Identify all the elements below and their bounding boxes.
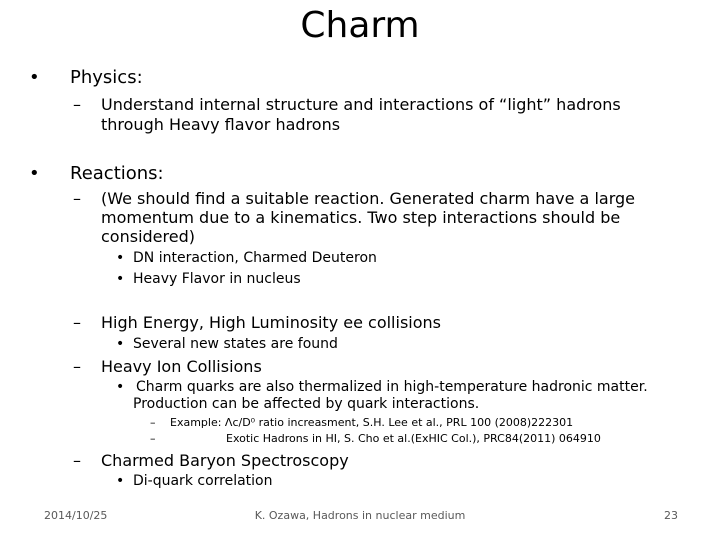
physics-dash: – <box>73 95 81 114</box>
heavy-ion-dash: – <box>73 357 81 376</box>
bullet-physics: • <box>29 67 40 88</box>
high-energy-item-text: Several new states are found <box>133 336 338 352</box>
baryon-item-text: Di-quark correlation <box>133 473 273 489</box>
reactions-note-line3: considered) <box>101 227 195 246</box>
reactions-note-line2: momentum due to a kinematics. Two step interactions should be <box>101 208 621 227</box>
reactions-label: Reactions: <box>70 163 164 184</box>
note-item-bullet: • <box>116 271 125 287</box>
baryon-text: Charmed Baryon Spectroscopy <box>101 451 349 470</box>
physics-sub-line2: through Heavy flavor hadrons <box>101 115 341 134</box>
example-dash: – <box>150 416 156 429</box>
heavy-ion-text: Heavy Ion Collisions <box>101 357 262 376</box>
physics-sub-line1: Understand internal structure and interactions of “light” hadrons <box>101 95 621 114</box>
slide-title: Charm <box>300 5 420 46</box>
note-item-text: Heavy Flavor in nucleus <box>133 271 301 287</box>
heavy-ion-item-bullet: • <box>116 379 125 395</box>
example-text: Exotic Hadrons in HI, S. Cho et al.(ExHIC Col.), PRC84(2011) 064910 <box>226 432 601 445</box>
high-energy-text: High Energy, High Luminosity ee collisions <box>101 313 441 332</box>
high-energy-item-bullet: • <box>116 336 125 352</box>
baryon-item-bullet: • <box>116 473 125 489</box>
example-text: Example: Λc/D⁰ ratio increasment, S.H. Lee et al., PRL 100 (2008)222301 <box>170 416 574 429</box>
heavy-ion-item-line2: Production can be affected by quark interactions. <box>133 396 480 412</box>
bullet-reactions: • <box>29 163 40 184</box>
page-number: 23 <box>664 509 678 522</box>
note-item-text: DN interaction, Charmed Deuteron <box>133 250 377 266</box>
reactions-note-dash: – <box>73 189 81 208</box>
heavy-ion-item-line1: Charm quarks are also thermalized in high-temperature hadronic matter. <box>136 379 648 395</box>
note-item-bullet: • <box>116 250 125 266</box>
reactions-note-line1: (We should find a suitable reaction. Generated charm have a large <box>101 189 635 208</box>
footer-center: K. Ozawa, Hadrons in nuclear medium <box>254 509 466 522</box>
physics-label: Physics: <box>70 67 143 88</box>
example-dash: – <box>150 432 156 445</box>
baryon-dash: – <box>73 451 81 470</box>
high-energy-dash: – <box>73 313 81 332</box>
footer-date: 2014/10/25 <box>44 509 108 522</box>
